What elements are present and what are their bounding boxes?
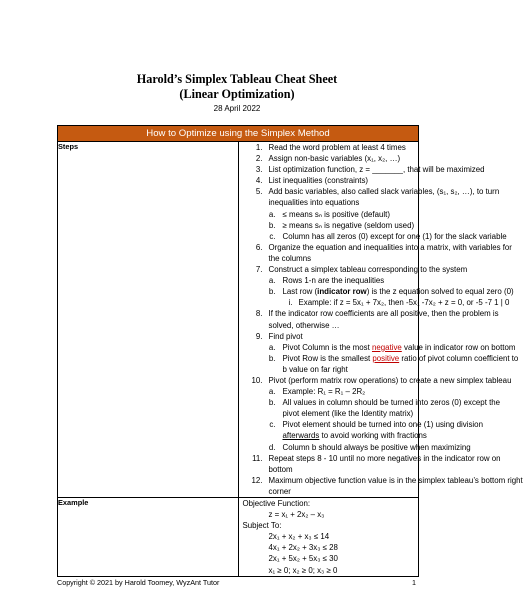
step-line (239, 331, 419, 342)
step-number: 11. (252, 453, 263, 463)
step-text: b value on far right (282, 364, 348, 374)
step-line (239, 197, 419, 208)
step-text: Rows 1-n are the inequalities (282, 276, 385, 286)
step-number: 5. (255, 187, 263, 197)
footer-copyright: Copyright © 2021 by Harold Toomey, WyzAnt Tutor (57, 578, 220, 587)
step-text: Example: R₁ = R₁ – 2R₂ (282, 387, 366, 397)
step-number: 10. (251, 375, 263, 385)
step-text (283, 286, 514, 297)
step-line (239, 264, 468, 275)
step-text: inequalities into equations (268, 198, 360, 208)
step-line (239, 220, 419, 231)
example-row (239, 531, 419, 542)
step-number: c. (269, 231, 276, 241)
example-row (239, 553, 419, 564)
step-number: d. (268, 442, 276, 452)
step-number: b. (268, 220, 276, 230)
step-line (239, 175, 419, 186)
step-text: If the indicator row coefficients are all positive, then the problem is (268, 309, 499, 319)
step-line (239, 342, 516, 353)
step-number: b. (268, 398, 276, 408)
step-line (239, 419, 483, 430)
step-line (239, 430, 427, 441)
step-text: Column has all zeros (0) except for one (1) for the slack variable (282, 231, 507, 241)
step-number: 7. (255, 265, 263, 275)
step-number: a. (268, 342, 276, 352)
step-number: b. (268, 287, 276, 297)
step-line (239, 486, 419, 497)
step-text: the columns (268, 253, 312, 263)
document-title (0, 72, 474, 102)
step-text: bottom (268, 464, 293, 474)
step-line (239, 375, 512, 386)
example-block (238, 498, 419, 577)
step-line (239, 286, 514, 297)
step-text: All values in column should be turned into zeros (0) except the (282, 398, 501, 408)
step-line (239, 408, 419, 419)
step-line (239, 297, 510, 308)
step-text (283, 430, 427, 441)
step-text: Read the word problem at least 4 times (268, 143, 406, 152)
step-number: 9. (255, 331, 263, 341)
document-date: 28 April 2022 (213, 104, 261, 113)
step-text: Column b should always be positive when maximizing (282, 442, 471, 452)
cheat-sheet-table (57, 125, 523, 577)
step-number: a. (268, 387, 276, 397)
step-line (239, 231, 507, 242)
example-line: Objective Function: (242, 499, 311, 508)
steps-list (238, 142, 523, 498)
step-number: 2. (255, 154, 263, 164)
example-line: x₁ ≥ 0; x₂ ≥ 0; x₃ ≥ 0 (268, 565, 338, 575)
step-line (239, 353, 519, 364)
step-text: ≤ means sₙ is positive (default) (282, 209, 390, 219)
step-text-segment: Pivot Column is the most (282, 342, 372, 352)
example-line: z = x₁ + 2x₂ – x₃ (268, 510, 325, 520)
step-line (239, 242, 512, 253)
step-line (239, 153, 419, 164)
step-number: c. (269, 420, 276, 430)
step-text: ≥ means sₙ is negative (seldom used) (282, 220, 415, 230)
step-text-segment: value in indicator row on bottom (401, 342, 516, 352)
step-text-segment: afterwards (282, 431, 320, 441)
step-text-segment: to avoid working with fractions (319, 431, 427, 441)
step-number: b. (268, 353, 276, 363)
example-row (239, 520, 419, 531)
step-number: 6. (255, 242, 263, 252)
step-text: Pivot (perform matrix row operations) to create a new simplex tableau (268, 375, 512, 385)
step-text-segment: ) is the z equation solved to equal zero (0) (366, 287, 514, 297)
table-heading: How to Optimize using the Simplex Method (58, 126, 419, 142)
title-line-1: Harold’s Simplex Tableau Cheat Sheet (136, 72, 338, 86)
step-text: pivot element (like the Identity matrix) (282, 409, 414, 419)
step-text (283, 342, 516, 353)
step-text: corner (268, 486, 291, 496)
step-number: 8. (255, 309, 263, 319)
emphasis-text: negative (371, 342, 402, 352)
example-line: Subject To: (242, 521, 282, 531)
step-line (239, 475, 523, 486)
step-text: List optimization function, z = _______, that will be maximized (268, 165, 485, 175)
step-text: Maximum objective function value is in the simplex tableau’s bottom right (268, 475, 523, 485)
step-line (239, 275, 419, 286)
step-line (239, 164, 485, 175)
example-row (239, 498, 419, 509)
step-line (239, 364, 419, 375)
step-number: 12. (251, 475, 263, 485)
step-line (239, 386, 419, 397)
example-line: 2x₁ + x₂ + x₃ ≤ 14 (268, 532, 330, 542)
step-line (239, 308, 499, 319)
step-text: Assign non-basic variables (x₁, x₂, …) (268, 154, 401, 164)
example-row (239, 565, 419, 576)
step-line (239, 209, 419, 220)
step-line (239, 320, 419, 331)
step-text: Find pivot (268, 331, 303, 341)
title-line-2: (Linear Optimization) (179, 87, 295, 101)
example-line: 2x₁ + 5x₂ + 5x₃ ≤ 30 (268, 554, 338, 564)
step-text: Organize the equation and inequalities into a matrix, with variables for (268, 242, 512, 252)
step-text: List inequalities (constraints) (268, 176, 369, 186)
footer-page-number: 1 (412, 578, 416, 587)
step-text-segment: Last row ( (282, 287, 318, 297)
emphasis-text: positive (372, 353, 400, 363)
example-row (239, 542, 419, 553)
step-line (239, 142, 419, 153)
step-text-segment: Pivot Row is the smallest (282, 353, 373, 363)
step-number: 1. (255, 143, 263, 152)
step-text: Example: if z = 5x₁ + 7x₂, then -5x₁ -7x₂ + z = 0, or -5 -7 1 | 0 (298, 298, 510, 308)
step-line (239, 253, 419, 264)
step-line (239, 453, 501, 464)
step-text-segment: ratio of pivot column coefficient to (399, 353, 519, 363)
step-line (239, 464, 419, 475)
steps-label: Steps (58, 142, 239, 498)
step-text-segment: indicator row (317, 287, 367, 297)
step-line (239, 397, 501, 408)
example-line: 4x₁ + 2x₂ + 3x₃ ≤ 28 (268, 543, 338, 553)
example-row (239, 509, 419, 520)
step-text: solved, otherwise … (268, 320, 340, 330)
step-line (239, 186, 500, 197)
example-label: Example (58, 498, 239, 577)
step-text: Repeat steps 8 - 10 until no more negatives in the indicator row on (268, 453, 501, 463)
step-text (283, 353, 519, 364)
step-number: 4. (255, 176, 263, 186)
step-number: a. (268, 209, 276, 219)
step-number: i. (288, 298, 293, 308)
step-text: Construct a simplex tableau corresponding to the system (268, 265, 468, 275)
step-number: 3. (255, 165, 263, 175)
step-line (239, 442, 471, 453)
step-number: a. (268, 276, 276, 286)
step-text: Add basic variables, also called slack variables, (s₁, s₂, …), to turn (268, 187, 500, 197)
step-text: Pivot element should be turned into one (1) using division (282, 420, 483, 430)
